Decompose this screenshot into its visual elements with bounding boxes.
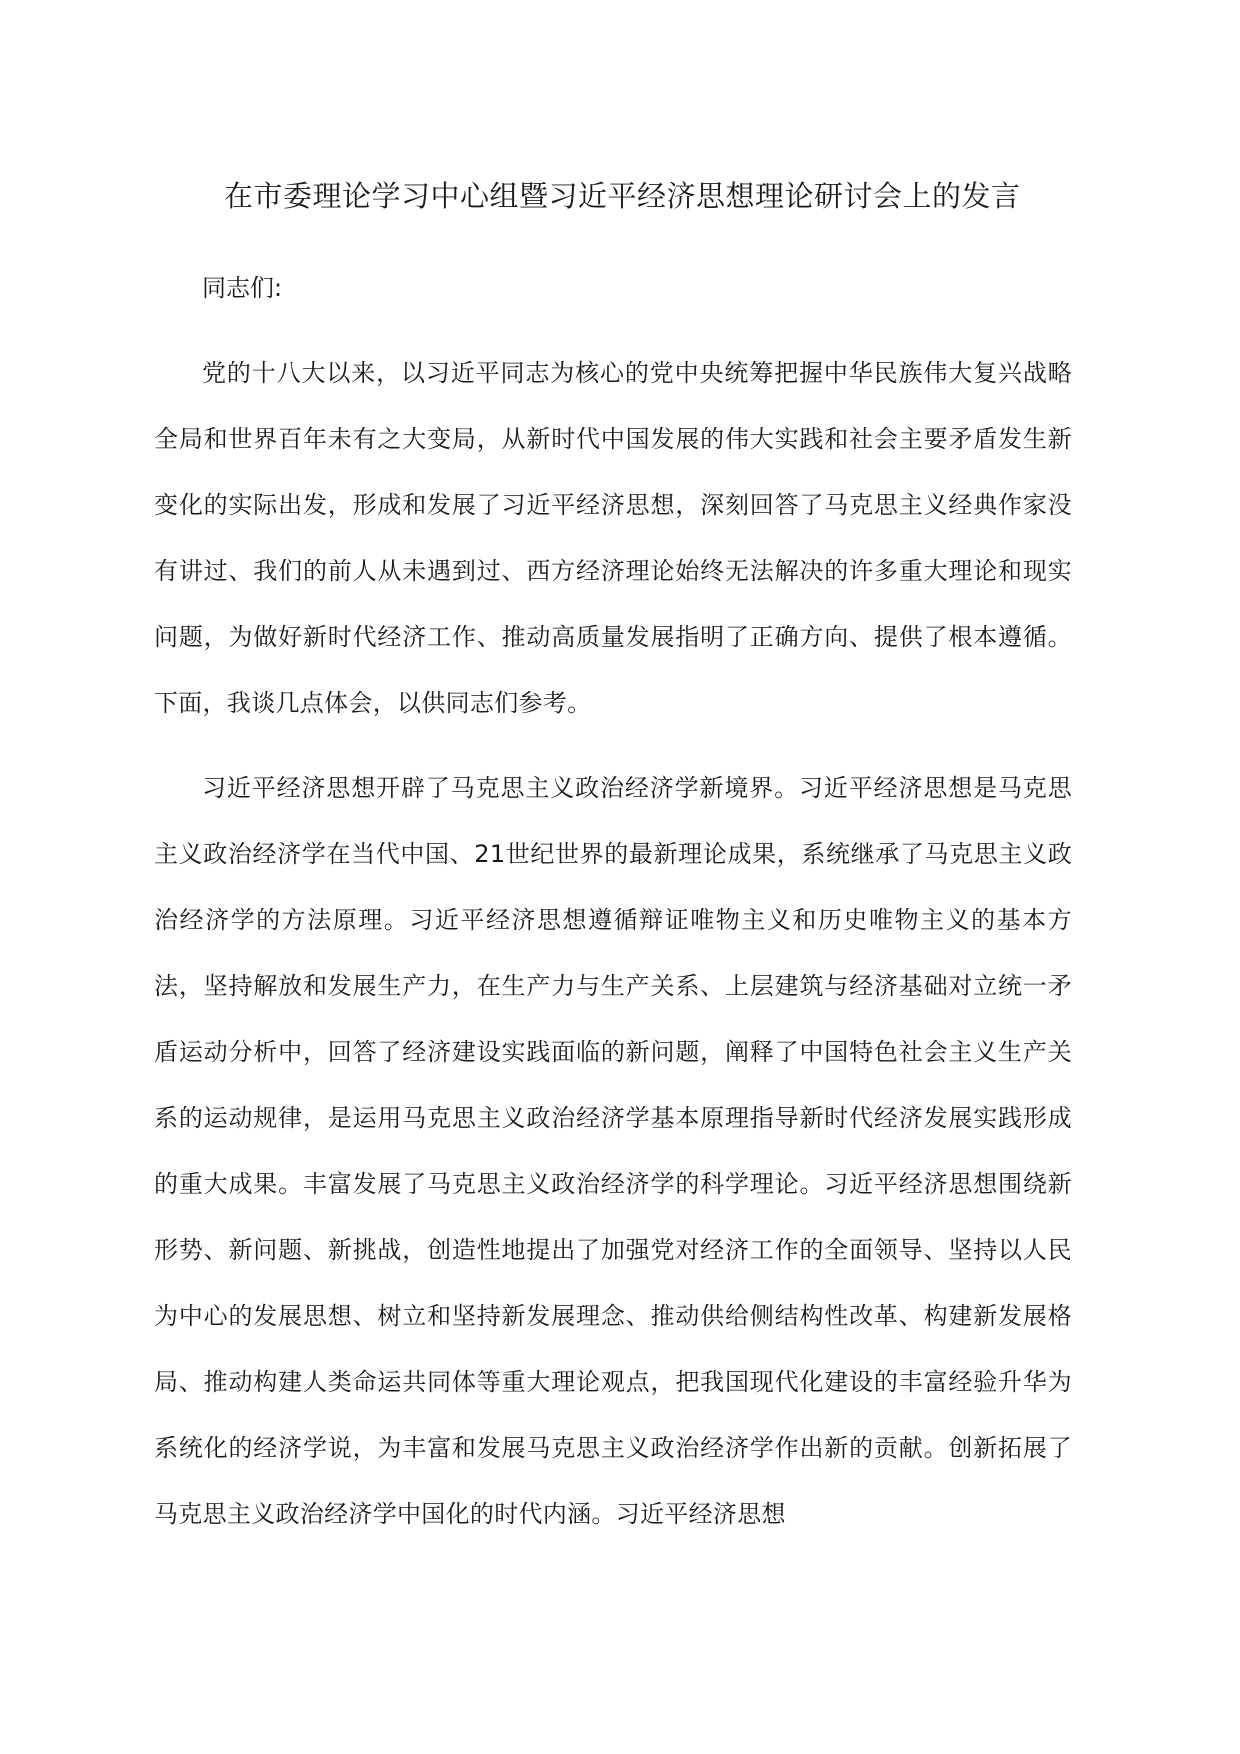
salutation: 同志们: xyxy=(202,274,283,302)
document-title: 在市委理论学习中心组暨习近平经济思想理论研讨会上的发言 xyxy=(224,179,1021,213)
paragraph-intro: 党的十八大以来，以习近平同志为核心的党中央统筹把握中华民族伟大复兴战略全局和世界百年未有之大变局，从新时代中国发展的伟大实践和社会主要矛盾发生新变化的实际出发，形成和发展了习近平经济思想，深刻回答了马克思主义经典作家没有讲过、我们的前人从未遇到过、西方经济理论始终无法解决的许多重大理论和现实问题，为做好新时代经济工作、推动高质量发展指明了正确方向、提供了根本遵循。下面，我谈几点体会，以供同志们参考。 xyxy=(154,359,1072,717)
paragraph-economic-thought: 习近平经济思想开辟了马克思主义政治经济学新境界。习近平经济思想是马克思主义政治经济学在当代中国、21世纪世界的最新理论成果，系统继承了马克思主义政治经济学的方法原理。习近平经济思想遵循辩证唯物主义和历史唯物主义的基本方法，坚持解放和发展生产力，在生产力与生产关系、上层建筑与经济基础对立统一矛盾运动分析中，回答了经济建设实践面临的新问题，阐释了中国特色社会主义生产关系的运动规律，是运用马克思主义政治经济学基本原理指导新时代经济发展实践形成的重大成果。丰富发展了马克思主义政治经济学的科学理论。习近平经济思想围绕新形势、新问题、新挑战，创造性地提出了加强党对经济工作的全面领导、坚持以人民为中心的发展思想、树立和坚持新发展理念、推动供给侧结构性改革、构建新发展格局、推动构建人类命运共同体等重大理论观点，把我国现代化建设的丰富经验升华为系统化的经济学说，为丰富和发展马克思主义政治经济学作出新的贡献。创新拓展了马克思主义政治经济学中国化的时代内涵。习近平经济思想 xyxy=(154,774,1072,1528)
